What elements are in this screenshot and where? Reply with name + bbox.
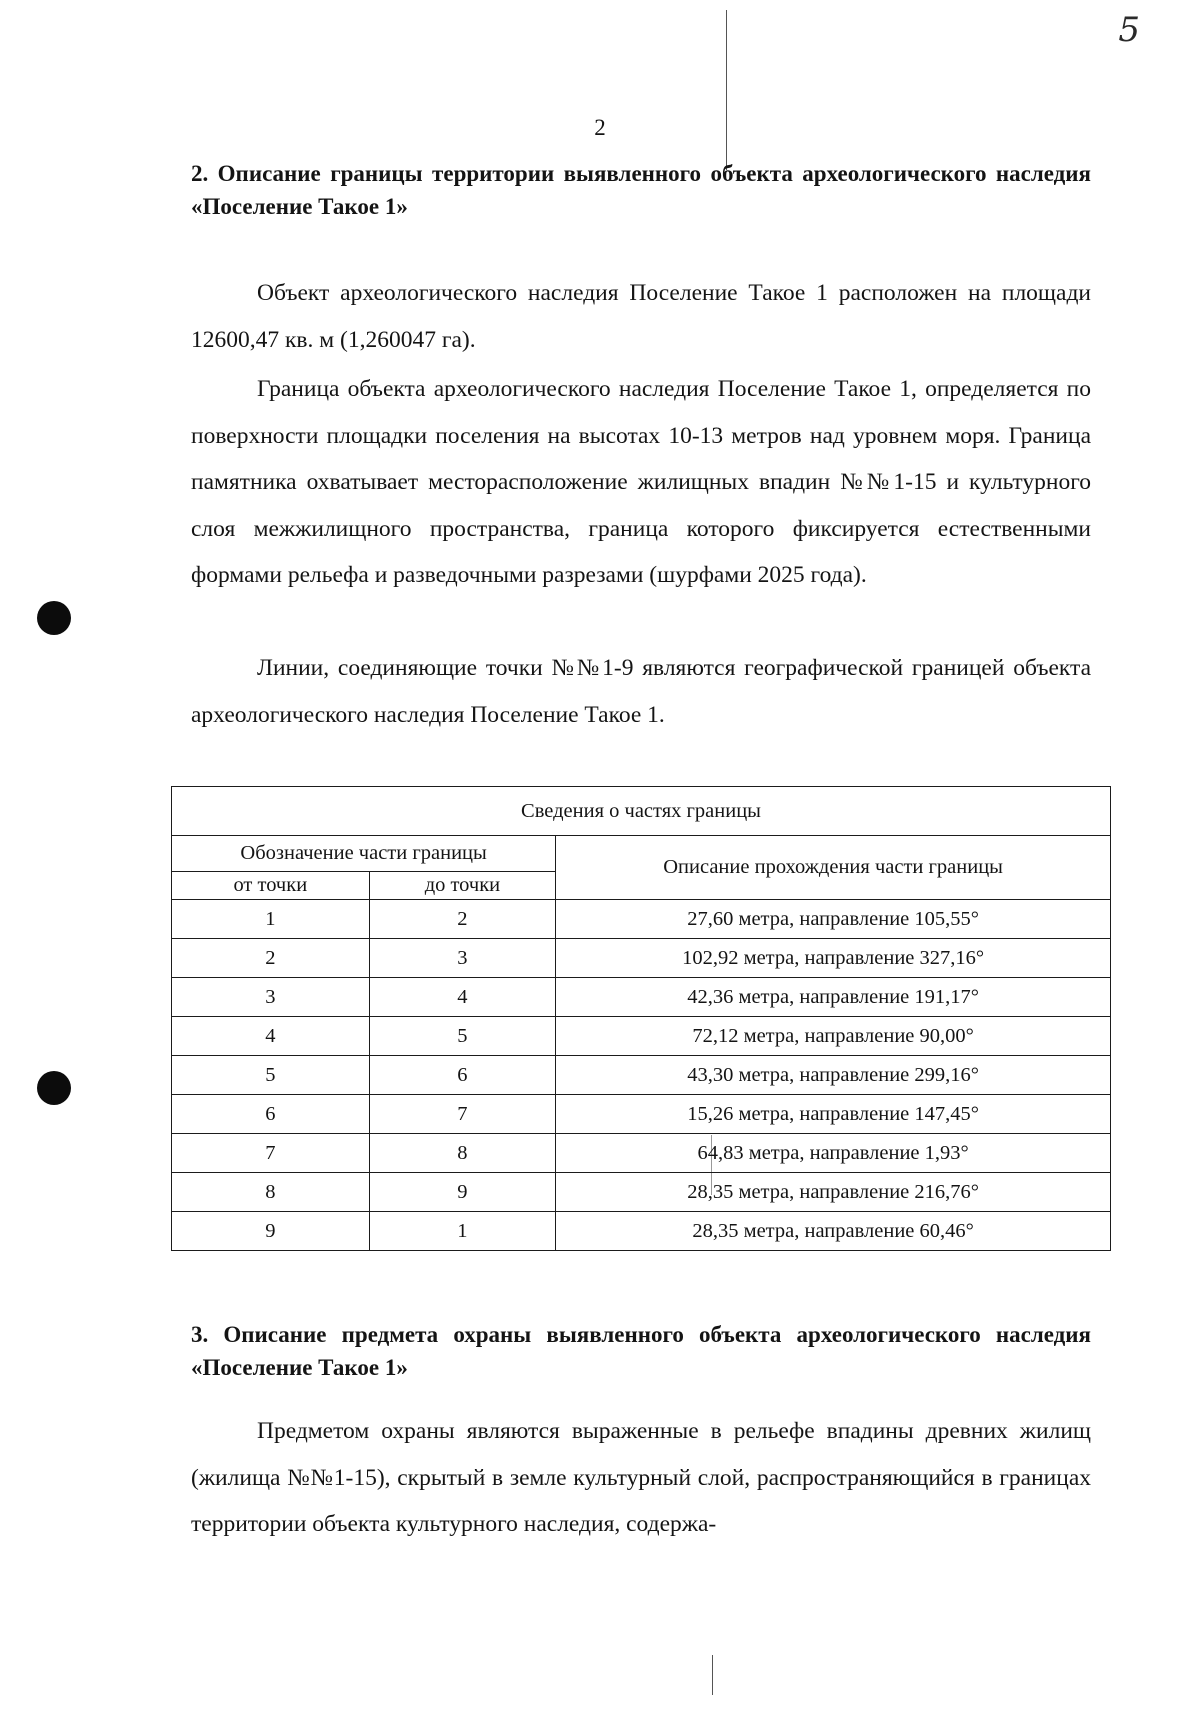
table-group-header: Обозначение части границы — [172, 836, 556, 872]
cell-from-point: 6 — [172, 1095, 370, 1134]
cell-from-point: 1 — [172, 900, 370, 939]
cell-from-point: 7 — [172, 1134, 370, 1173]
cell-from-point: 9 — [172, 1212, 370, 1251]
cell-description: 43,30 метра, направление 299,16° — [556, 1056, 1111, 1095]
cell-from-point: 8 — [172, 1173, 370, 1212]
cell-description: 28,35 метра, направление 216,76° — [556, 1173, 1111, 1212]
cell-from-point: 2 — [172, 939, 370, 978]
cell-to-point: 2 — [369, 900, 556, 939]
cell-from-point: 5 — [172, 1056, 370, 1095]
table-body — [172, 900, 1111, 1251]
table-row — [172, 1212, 1111, 1251]
cell-description: 28,35 метра, направление 60,46° — [556, 1212, 1111, 1251]
section-3-heading: 3. Описание предмета охраны выявленного объекта археологического наследия «Поселение Такое 1» — [191, 1322, 1091, 1380]
cell-description: 102,92 метра, направление 327,16° — [556, 939, 1111, 978]
punch-hole — [37, 1071, 71, 1105]
scan-artifact-line — [726, 10, 727, 170]
punch-hole — [37, 601, 71, 635]
cell-to-point: 4 — [369, 978, 556, 1017]
table-title: Сведения о частях границы — [172, 787, 1111, 836]
cell-from-point: 3 — [172, 978, 370, 1017]
section-2-paragraph-2: Граница объекта археологического наследия Поселение Такое 1, определяется по поверхности площадки поселения на высотах 10-13 метров над уровнем моря. Граница памятника охватывает месторасположение жилищных впадин №№1-15 и культурного слоя межжилищного пространства, граница которого фиксируется естественными формами рельефа и разведочными разрезами (шурфами 2025 года). — [191, 376, 1091, 588]
table-row — [172, 1017, 1111, 1056]
cell-to-point: 7 — [369, 1095, 556, 1134]
section-3-paragraph-1: Предметом охраны являются выраженные в рельефе впадины древних жилищ (жилища №№1-15), скрытый в земле культурный слой, распространяющийся в границах территории объекта культурного наследия, содержа- — [191, 1418, 1091, 1537]
page-number: 2 — [594, 115, 606, 140]
table-row — [172, 1095, 1111, 1134]
cell-to-point: 1 — [369, 1212, 556, 1251]
section-2-paragraph-1: Объект археологического наследия Поселение Такое 1 расположен на площади 12600,47 кв. м (1,260047 га). — [191, 280, 1091, 353]
section-2-heading: 2. Описание границы территории выявленного объекта археологического наследия «Поселение Такое 1» — [191, 161, 1091, 219]
table-row — [172, 1134, 1111, 1173]
cell-from-point: 4 — [172, 1017, 370, 1056]
table-row — [172, 900, 1111, 939]
table-row — [172, 1056, 1111, 1095]
table-row — [172, 978, 1111, 1017]
table-to-header: до точки — [369, 872, 556, 900]
table-description-header: Описание прохождения части границы — [556, 836, 1111, 900]
cell-description: 15,26 метра, направление 147,45° — [556, 1095, 1111, 1134]
cell-description: 72,12 метра, направление 90,00° — [556, 1017, 1111, 1056]
section-2-paragraph-3: Линии, соединяющие точки №№1-9 являются географической границей объекта археологического наследия Поселение Такое 1. — [191, 655, 1091, 728]
table-row — [172, 1173, 1111, 1212]
table-row — [172, 939, 1111, 978]
cell-description: 64,83 метра, направление 1,93° — [556, 1134, 1111, 1173]
scan-artifact-line — [712, 1655, 713, 1695]
boundary-parts-table — [171, 786, 1111, 1251]
handwritten-page-mark: 5 — [1118, 10, 1140, 50]
cell-to-point: 8 — [369, 1134, 556, 1173]
cell-to-point: 6 — [369, 1056, 556, 1095]
cell-description: 27,60 метра, направление 105,55° — [556, 900, 1111, 939]
cell-to-point: 5 — [369, 1017, 556, 1056]
cell-to-point: 3 — [369, 939, 556, 978]
cell-to-point: 9 — [369, 1173, 556, 1212]
cell-description: 42,36 метра, направление 191,17° — [556, 978, 1111, 1017]
table-from-header: от точки — [172, 872, 370, 900]
